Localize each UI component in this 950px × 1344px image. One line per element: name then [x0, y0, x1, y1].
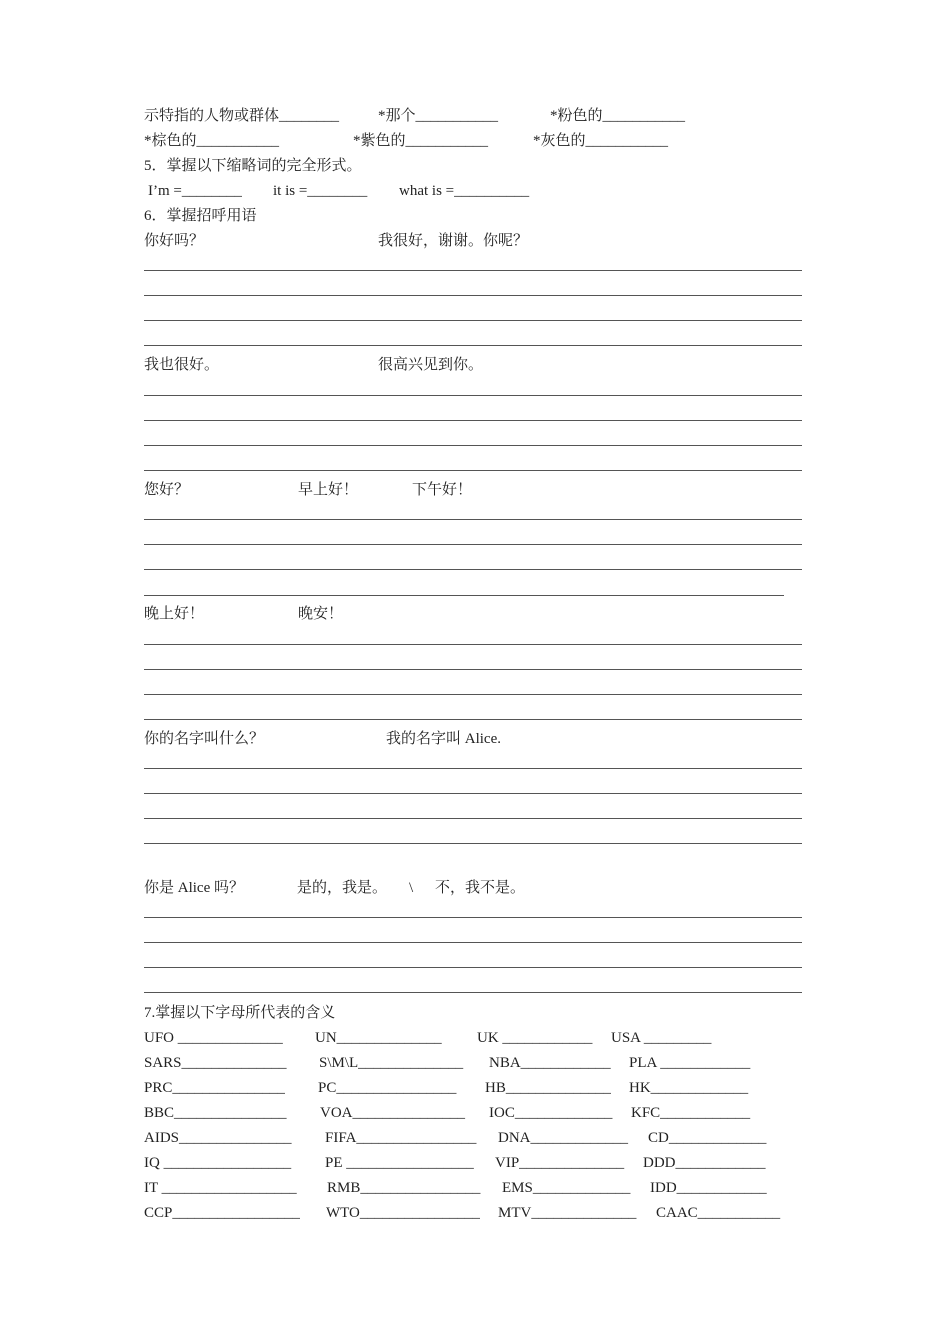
abbrev-item[interactable]: S\M\L______________ — [319, 1055, 464, 1071]
abbrev-item[interactable]: DNA_____________ — [498, 1130, 628, 1146]
writing-line[interactable] — [144, 669, 802, 670]
abbrev-item[interactable]: EMS_____________ — [502, 1180, 631, 1196]
greeting-prompt: 我也很好。 — [144, 357, 220, 373]
writing-line[interactable] — [144, 992, 802, 993]
contraction-item[interactable]: what is =__________ — [399, 183, 530, 199]
greeting-prompt: 很高兴见到你。 — [378, 357, 484, 373]
abbrev-item[interactable]: UK ____________ — [477, 1030, 593, 1046]
abbrev-item[interactable]: PC________________ — [318, 1080, 457, 1096]
abbrev-item[interactable]: NBA____________ — [489, 1055, 611, 1071]
writing-line[interactable] — [144, 420, 802, 421]
abbrev-item[interactable]: PLA ____________ — [629, 1055, 751, 1071]
abbrev-item[interactable]: IDD____________ — [650, 1180, 767, 1196]
greeting-prompt: 您好？ — [144, 482, 190, 498]
writing-line[interactable] — [144, 345, 802, 346]
writing-line[interactable] — [144, 569, 802, 570]
contraction-item[interactable]: it is =________ — [273, 183, 368, 199]
writing-line[interactable] — [144, 395, 802, 396]
abbrev-item[interactable]: UN______________ — [315, 1030, 442, 1046]
writing-line[interactable] — [144, 843, 802, 844]
writing-line[interactable] — [144, 295, 802, 296]
greeting-prompt: 我的名字叫 Alice. — [386, 731, 501, 747]
writing-line[interactable] — [144, 595, 784, 596]
writing-line[interactable] — [144, 719, 802, 720]
abbrev-item[interactable]: IOC_____________ — [489, 1105, 613, 1121]
section-5-heading: 5．掌握以下缩略词的完全形式。 — [144, 158, 362, 174]
greeting-prompt: 晚上好！ — [144, 606, 205, 622]
greeting-prompt: 不，我不是。 — [435, 880, 526, 896]
greeting-prompt: 我很好，谢谢。你呢？ — [378, 233, 529, 249]
greeting-prompt: 你的名字叫什么？ — [144, 731, 265, 747]
abbrev-item[interactable]: FIFA________________ — [325, 1130, 477, 1146]
writing-line[interactable] — [144, 818, 802, 819]
writing-line[interactable] — [144, 793, 802, 794]
greeting-prompt: 下午好！ — [412, 482, 473, 498]
vocab-item[interactable]: *那个___________ — [378, 108, 499, 124]
abbrev-item[interactable]: AIDS_______________ — [144, 1130, 292, 1146]
abbrev-item[interactable]: USA _________ — [611, 1030, 712, 1046]
writing-line[interactable] — [144, 470, 802, 471]
abbrev-item[interactable]: CCP_________________ — [144, 1205, 300, 1221]
abbrev-item[interactable]: PRC_______________ — [144, 1080, 285, 1096]
abbrev-item[interactable]: VIP______________ — [495, 1155, 625, 1171]
vocab-item[interactable]: 示特指的人物或群体________ — [144, 108, 340, 124]
abbrev-item[interactable]: PE _________________ — [325, 1155, 474, 1171]
writing-line[interactable] — [144, 967, 802, 968]
contraction-item[interactable]: I’m =________ — [148, 183, 242, 199]
writing-line[interactable] — [144, 917, 802, 918]
writing-line[interactable] — [144, 320, 802, 321]
abbrev-item[interactable]: HK_____________ — [629, 1080, 749, 1096]
vocab-item[interactable]: *棕色的___________ — [144, 133, 280, 149]
writing-line[interactable] — [144, 694, 802, 695]
greeting-prompt: 你是 Alice 吗？ — [144, 880, 244, 896]
abbrev-item[interactable]: KFC____________ — [631, 1105, 751, 1121]
abbrev-item[interactable]: UFO ______________ — [144, 1030, 283, 1046]
abbrev-item[interactable]: DDD____________ — [643, 1155, 766, 1171]
section-7-heading: 7.掌握以下字母所代表的含义 — [144, 1005, 336, 1021]
writing-line[interactable] — [144, 768, 802, 769]
vocab-item[interactable]: *紫色的___________ — [353, 133, 489, 149]
abbrev-item[interactable]: HB______________ — [485, 1080, 611, 1096]
abbrev-item[interactable]: MTV______________ — [498, 1205, 637, 1221]
writing-line[interactable] — [144, 544, 802, 545]
writing-line[interactable] — [144, 445, 802, 446]
separator-slash: \ — [409, 880, 414, 896]
greeting-prompt: 早上好！ — [298, 482, 359, 498]
abbrev-item[interactable]: RMB________________ — [327, 1180, 481, 1196]
writing-line[interactable] — [144, 519, 802, 520]
writing-line[interactable] — [144, 644, 802, 645]
vocab-item[interactable]: *粉色的___________ — [550, 108, 686, 124]
abbrev-item[interactable]: IQ _________________ — [144, 1155, 292, 1171]
section-6-heading: 6．掌握招呼用语 — [144, 208, 257, 224]
abbrev-item[interactable]: BBC_______________ — [144, 1105, 287, 1121]
greeting-prompt: 你好吗？ — [144, 233, 205, 249]
abbrev-item[interactable]: CAAC___________ — [656, 1205, 781, 1221]
greeting-prompt: 是的，我是。 — [297, 880, 388, 896]
abbrev-item[interactable]: IT __________________ — [144, 1180, 297, 1196]
abbrev-item[interactable]: VOA_______________ — [320, 1105, 465, 1121]
writing-line[interactable] — [144, 942, 802, 943]
greeting-prompt: 晚安！ — [298, 606, 344, 622]
abbrev-item[interactable]: SARS______________ — [144, 1055, 287, 1071]
writing-line[interactable] — [144, 270, 802, 271]
abbrev-item[interactable]: CD_____________ — [648, 1130, 767, 1146]
vocab-item[interactable]: *灰色的___________ — [533, 133, 669, 149]
abbrev-item[interactable]: WTO________________ — [326, 1205, 480, 1221]
